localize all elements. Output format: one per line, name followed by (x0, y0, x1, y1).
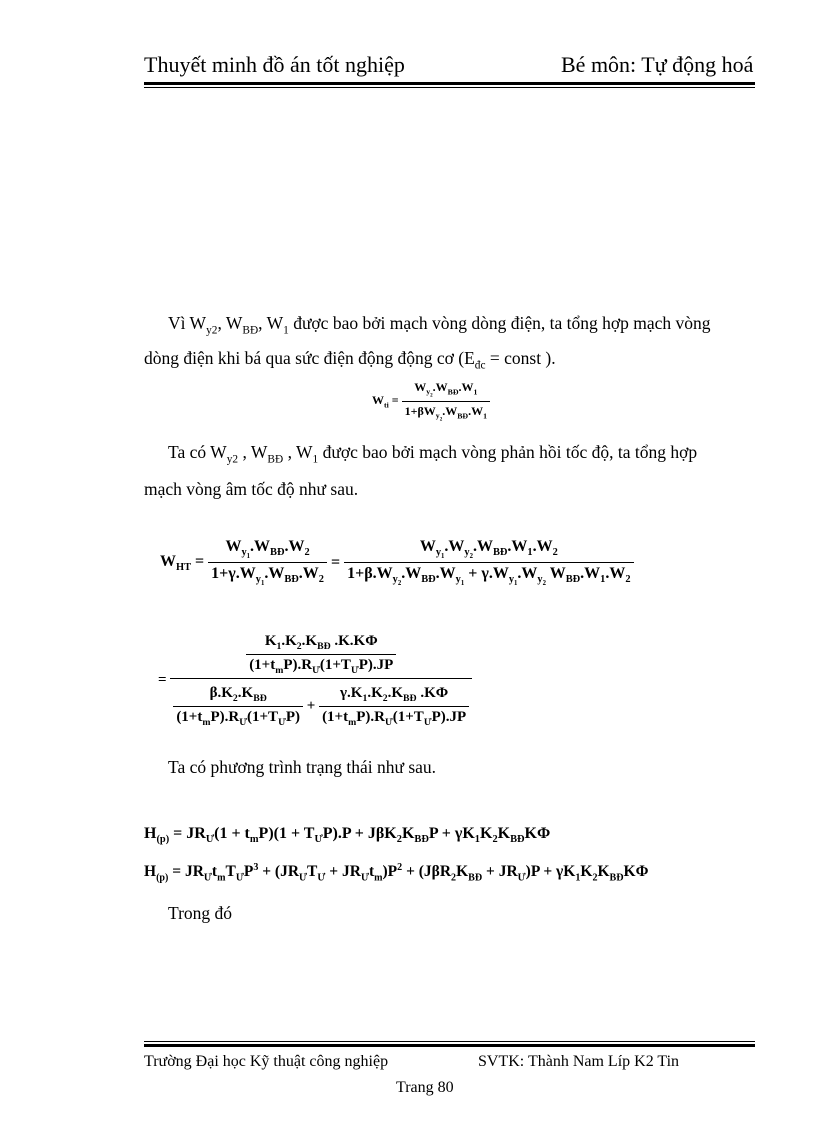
text: được bao bởi mạch vòng dòng điện, ta tổng hợp mạch vòng (288, 313, 711, 333)
footer-school: Trường Đại học Kỹ thuật công nghiệp (144, 1053, 389, 1070)
footer-rule-thin (144, 1041, 755, 1042)
header-title-left: Thuyết minh đồ án tốt nghiệp (144, 52, 405, 77)
paragraph-1-line-2 (144, 348, 556, 372)
header-rule-thick (144, 82, 755, 85)
text: dòng điện khi bá qua sức điện động động cơ (E (144, 348, 475, 368)
state-equation-1: $H_{(p)} = JR_Ư(1 + t_mP)(1 + T_ƯP).P + J\beta K_2K_{BĐ}P + \gamma K_1K_2K_{BĐ}K\Phi$ (144, 825, 551, 846)
text: Ta có W (168, 442, 227, 462)
equation-compound-fraction: = $\frac{K_1.K_2.K_{BĐ} .K.K\Phi}{(1+t_mP).R_Ư(1+T_ƯP).JP}$ $\frac{\beta.K_2.K_{BĐ}}{(1+t_mP).R_Ư(1+T_ƯP)}$ + $\frac{\gamma.K_1.K_2.K_{BĐ} .K\Phi}{(1+t_mP).R_Ư(1+T_ƯP).JP}$ (158, 633, 472, 728)
equation-w-ti: $W_{ti}$ = $\frac{W_{y_2}.W_{BĐ}.W_1}{1+\beta W_{y_2}.W_{BĐ}.W_1}$ (372, 380, 490, 423)
text: , W (283, 442, 313, 462)
state-equation-2: $H_{(p)} = JR_Ưt_mT_ƯP^3 + (JR_ƯT_Ư + JR_Ưt_m)P^2 + (J\beta R_2K_{BĐ} + JR_Ư)P + \gamma K_1K_2K_{BĐ}K\Phi$ (144, 862, 649, 884)
paragraph-2-line-2: mạch vòng âm tốc độ như sau. (144, 479, 359, 499)
text: Vì W (168, 313, 207, 333)
header-title-right: Bé môn: Tự động hoá (561, 52, 754, 77)
paragraph-3: Ta có phương trình trạng thái như sau. (168, 757, 437, 777)
text: y2 (226, 453, 239, 466)
text: = const ). (485, 348, 556, 368)
text: y2 (206, 324, 218, 337)
text: , W (258, 313, 284, 333)
footer-rule-thick (144, 1044, 755, 1047)
text: 1 (283, 324, 289, 337)
text: 1 (312, 453, 319, 466)
text: được bao bởi mạch vòng phản hồi tốc độ, ta tổng hợp (318, 442, 698, 462)
paragraph-4: Trong đó (168, 903, 233, 923)
text: đc (474, 359, 486, 372)
text: BĐ (267, 453, 284, 466)
paragraph-2-line-1 (168, 442, 697, 466)
paragraph-1-line-1 (168, 313, 711, 337)
text: , W (238, 442, 268, 462)
footer-student: SVTK: Thành Nam Líp K2 Tin (478, 1053, 680, 1070)
footer-page-number: Trang 80 (396, 1079, 454, 1096)
text: BĐ (242, 324, 259, 337)
text: , W (217, 313, 243, 333)
equation-w-ht: $W_{HT}$ = $\frac{W_{y_1}.W_{BĐ}.W_2}{1+\gamma.W_{y_1}.W_{BĐ}.W_2}$ = $\frac{W_{y_1}.W_{y_2}.W_{BĐ}.W_1.W_2}{1+\beta.W_{y_2}.W_{BĐ}.W_{y_1} + \gamma.W_{y_1}.W_{y_2} W_{BĐ}.W_1.W_2}$ (160, 538, 634, 588)
header-rule-thin (144, 87, 755, 88)
